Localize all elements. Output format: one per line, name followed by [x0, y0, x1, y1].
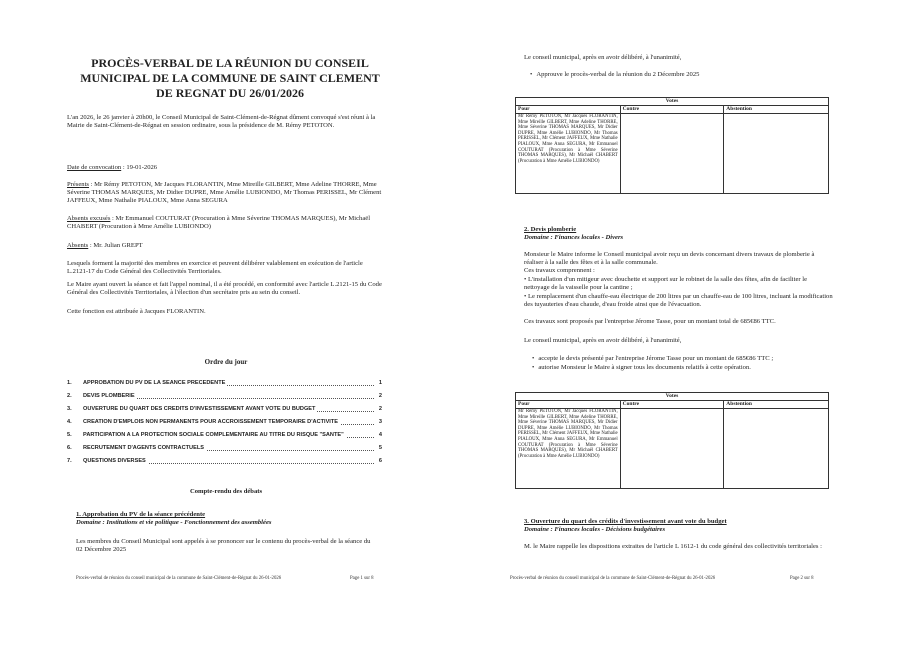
section-2-item-2: • Le remplacement d'un chauffe-eau électrique de 200 litres par un chauffe-eau de 100 litres, incluant la modification des tuyauteries d'eau chaude, d'eau froide ainsi que de l'évacuation.: [524, 293, 833, 309]
agenda-item-page: 3: [378, 419, 382, 425]
footer-left: Procès-verbal de réunion du conseil municipal de la commune de Saint-Clément-de-Régnat du 26-01-2026: [76, 576, 282, 581]
absents-label: Absents: [67, 242, 89, 249]
footer-left-2: Procès-verbal de réunion du conseil municipal de la commune de Saint-Clément-de-Régnat du 26-01-2026: [510, 576, 716, 581]
agenda-title: Ordre du jour: [204, 358, 248, 366]
debates-title: Compte-rendu des débats: [189, 488, 263, 495]
section-2-bullet-1: [532, 355, 832, 363]
agenda-item-page: 1: [378, 380, 382, 386]
col-abstention: Abstention: [724, 106, 829, 114]
presents-label: Présents: [67, 181, 89, 188]
section-2-text-1: Monsieur le Maire informe le Conseil municipal avoir reçu un devis concernant divers travaux de plomberie à réaliser à la salle des fêtes et à la salle communale.: [524, 251, 815, 267]
section-2-text-2: Ces travaux comprennent :: [524, 267, 595, 274]
agenda-item-number: 1.: [67, 380, 72, 386]
document-title: PROCÈS-VERBAL DE LA RÉUNION DU CONSEIL MUNICIPAL DE LA COMMUNE DE SAINT CLEMENT DE REGNAT DU 26/01/2026: [80, 56, 380, 100]
vote-pour-cell-2: Mr Rémy PETOTON, Mr Jacques FLORANTIN, Mme Mireille GILBERT, Mme Adeline THORRE, Mme Séverine THOMAS MARQUES, Mr Didier DUPRE, Mme Amélie LUBIONDO, Mr Thomas PERISSEL, Mr Clément JAFFEUX, Mme Nathalie PIALOUX, Mme Anna SEGURA, Mr Emmanuel COUTURAT (Procuration à Mme Séverine THOMAS MARQUES), Mr Michaël CHABERT (Procuration à Mme Amélie LUBIONDO): [516, 409, 621, 489]
intro-paragraph: L'an 2026, le 26 janvier à 20h00, le Conseil Municipal de Saint-Clément-de-Régnat dûment convoqué s'est réuni à la Mairie de Saint-Clément-de-Régnat en session ordinaire, sous la présidence de M. Rémy PETOTON.: [67, 114, 376, 130]
agenda-item-number: 3.: [67, 406, 72, 412]
section-2-bullet-1-text: • accepte le devis présenté par l'entreprise Jérome Tasse pour un montant de 685€86 TTC ;: [532, 355, 773, 362]
agenda-item-label: OUVERTURE DU QUART DES CREDITS D'INVESTISSEMENT AVANT VOTE DU BUDGET: [83, 406, 316, 412]
agenda-item[interactable]: [67, 378, 382, 388]
agenda-item[interactable]: [67, 456, 382, 466]
agenda-item-page: 2: [378, 406, 382, 412]
agenda-item-label: PARTICIPATION A LA PROTECTION SOCIALE COMPLEMENTAIRE AU TITRE DU RISQUE "SANTE": [83, 432, 344, 438]
absents-line: [67, 242, 385, 250]
section-2-bullet-2-text: • autorise Monsieur le Maire à signer tous les documents relatifs à cette opération.: [532, 364, 751, 371]
vote-abstention-cell: [724, 114, 829, 194]
section-2-delib: Le conseil municipal, après en avoir délibéré, à l'unanimité,: [524, 337, 682, 344]
agenda-item-number: 6.: [67, 445, 72, 451]
excuses-paragraph: [67, 215, 385, 231]
section-2-title: 2. Devis plomberie: [524, 226, 577, 233]
agenda-item-page: 4: [378, 432, 382, 438]
secretary-paragraph: Le Maire ayant ouvert la séance et fait l'appel nominal, il a été procédé, en conformité avec l'article L.2121-15 du Code Général des Collectivités Territoriales, à l'élection d'un secrétaire pris au sein du conseil.: [67, 281, 382, 297]
convocation-line: [67, 164, 385, 172]
section-1-text: Les membres du Conseil Municipal sont appelés à se prononcer sur le contenu du procès-verbal de la séance du 02 Décembre 2025: [76, 538, 371, 554]
votes-header-2: Votes: [516, 393, 829, 401]
votes-table-2: [515, 392, 829, 489]
section-3-domain: Domaine : Finances locales - Décisions budgétaires: [524, 526, 666, 533]
approve-bullet: [530, 71, 830, 79]
vote-contre-cell: [620, 114, 724, 194]
agenda-item[interactable]: [67, 430, 382, 440]
presents-value: : Mr Rémy PETOTON, Mr Jacques FLORANTIN, Mme Mireille GILBERT, Mme Adeline THORRE, Mme Séverine THOMAS MARQUES, Mr Didier DUPRE, Mme Amélie LUBIONDO, Mr Thomas PERISSEL, Mr Clément JAFFEUX, Mme Nathalie PIALOUX, Mme Anna SEGURA: [67, 181, 382, 205]
footer-page-number-2: Page 2 sur 8: [790, 576, 814, 581]
convocation-value: : 19-01-2026: [121, 164, 158, 171]
vote-contre-cell-2: [620, 409, 724, 489]
section-3-text: M. le Maire rappelle les dispositions extraites de l'article L 1612-1 du code général des collectivités territoriales :: [524, 543, 822, 550]
page-1: [10, 18, 440, 628]
agenda-item-page: 5: [378, 445, 382, 451]
agenda-item[interactable]: [67, 404, 382, 414]
section-2-bullet-2: [532, 364, 832, 372]
absents-value: : Mr. Julian GREPT: [88, 242, 143, 249]
col-pour: Pour: [516, 106, 621, 114]
agenda-item[interactable]: [67, 417, 382, 427]
vote-pour-cell: Mr Rémy PETOTON, Mr Jacques FLORANTIN, Mme Mireille GILBERT, Mme Adeline THORRE, Mme Séverine THOMAS MARQUES, Mr Didier DUPRE, Mme Amélie LUBIONDO, Mr Thomas PERISSEL, Mr Clément JAFFEUX, Mme Nathalie PIALOUX, Mme Anna SEGURA, Mr Emmanuel COUTURAT (Procuration à Mme Séverine THOMAS MARQUES), Mr Michaël CHABERT (Procuration à Mme Amélie LUBIONDO): [516, 114, 621, 194]
agenda-item[interactable]: [67, 391, 382, 401]
agenda-item-label: APPROBATION DU PV DE LA SEANCE PRECEDENTE: [83, 380, 226, 386]
excuses-label: Absents excusés: [67, 215, 111, 222]
agenda-item[interactable]: [67, 443, 382, 453]
page-2: [460, 18, 890, 628]
agenda-item-page: 6: [378, 458, 382, 464]
col-pour-2: Pour: [516, 401, 621, 409]
agenda-item-label: RECRUTEMENT D'AGENTS CONTRACTUELS: [83, 445, 204, 451]
presents-paragraph: [67, 181, 385, 206]
section-1-title: 1. Approbation du PV de la séance précédente: [76, 511, 206, 518]
agenda-item-label: DEVIS PLOMBERIE: [83, 393, 135, 399]
section-2-domain: Domaine : Finances locales - Divers: [524, 234, 624, 241]
approve-text: • Approuve le procès-verbal de la réunion du 2 Décembre 2025: [530, 71, 699, 78]
agenda-item-number: 7.: [67, 458, 72, 464]
excuses-value: : Mr Emmanuel COUTURAT (Procuration à Mme Séverine THOMAS MARQUES), Mr Michaël CHABERT (Procuration à Mme Amélie LUBIONDO): [67, 215, 371, 231]
agenda-item-label: QUESTIONS DIVERSES: [83, 458, 146, 464]
agenda-item-number: 4.: [67, 419, 72, 425]
votes-header: Votes: [516, 98, 829, 106]
agenda-item-number: 2.: [67, 393, 72, 399]
deliberation-line: Le conseil municipal, après en avoir délibéré, à l'unanimité,: [524, 54, 682, 61]
agenda-item-label: CREATION D'EMPLOIS NON PERMANENTS POUR ACCROISSEMENT TEMPORAIRE D'ACTIVITE: [83, 419, 339, 425]
secretary-assigned: Cette fonction est attribuée à Jacques FLORANTIN.: [67, 308, 206, 315]
quorum-paragraph: Lesquels forment la majorité des membres en exercice et peuvent délibérer valablement en exécution de l'article L.2121-17 du Code Général des Collectivités Territoriales.: [67, 260, 363, 276]
section-1-domain: Domaine : Institutions et vie politique - Fonctionnement des assemblées: [76, 519, 272, 526]
section-3-title: 3. Ouverture du quart des crédits d'investissement avant vote du budget: [524, 518, 727, 525]
vote-abstention-cell-2: [724, 409, 829, 489]
col-abstention-2: Abstention: [724, 401, 829, 409]
convocation-label: Date de convocation: [67, 164, 122, 171]
footer-page-number: Page 1 sur 8: [350, 576, 374, 581]
agenda-item-number: 5.: [67, 432, 72, 438]
agenda-item-page: 2: [378, 393, 382, 399]
col-contre: Contre: [620, 106, 724, 114]
section-2-item-1: • L'installation d'un mitigeur avec douchette et support sur le robinet de la salle des fêtes, afin de faciliter le nettoyage de la vaisselle pour la cantine ;: [524, 276, 807, 292]
section-2-text-3: Ces travaux sont proposés par l'entreprise Jérome Tasse, pour un montant total de 685€86 TTC.: [524, 318, 776, 325]
col-contre-2: Contre: [620, 401, 724, 409]
votes-table-1: [515, 97, 829, 194]
